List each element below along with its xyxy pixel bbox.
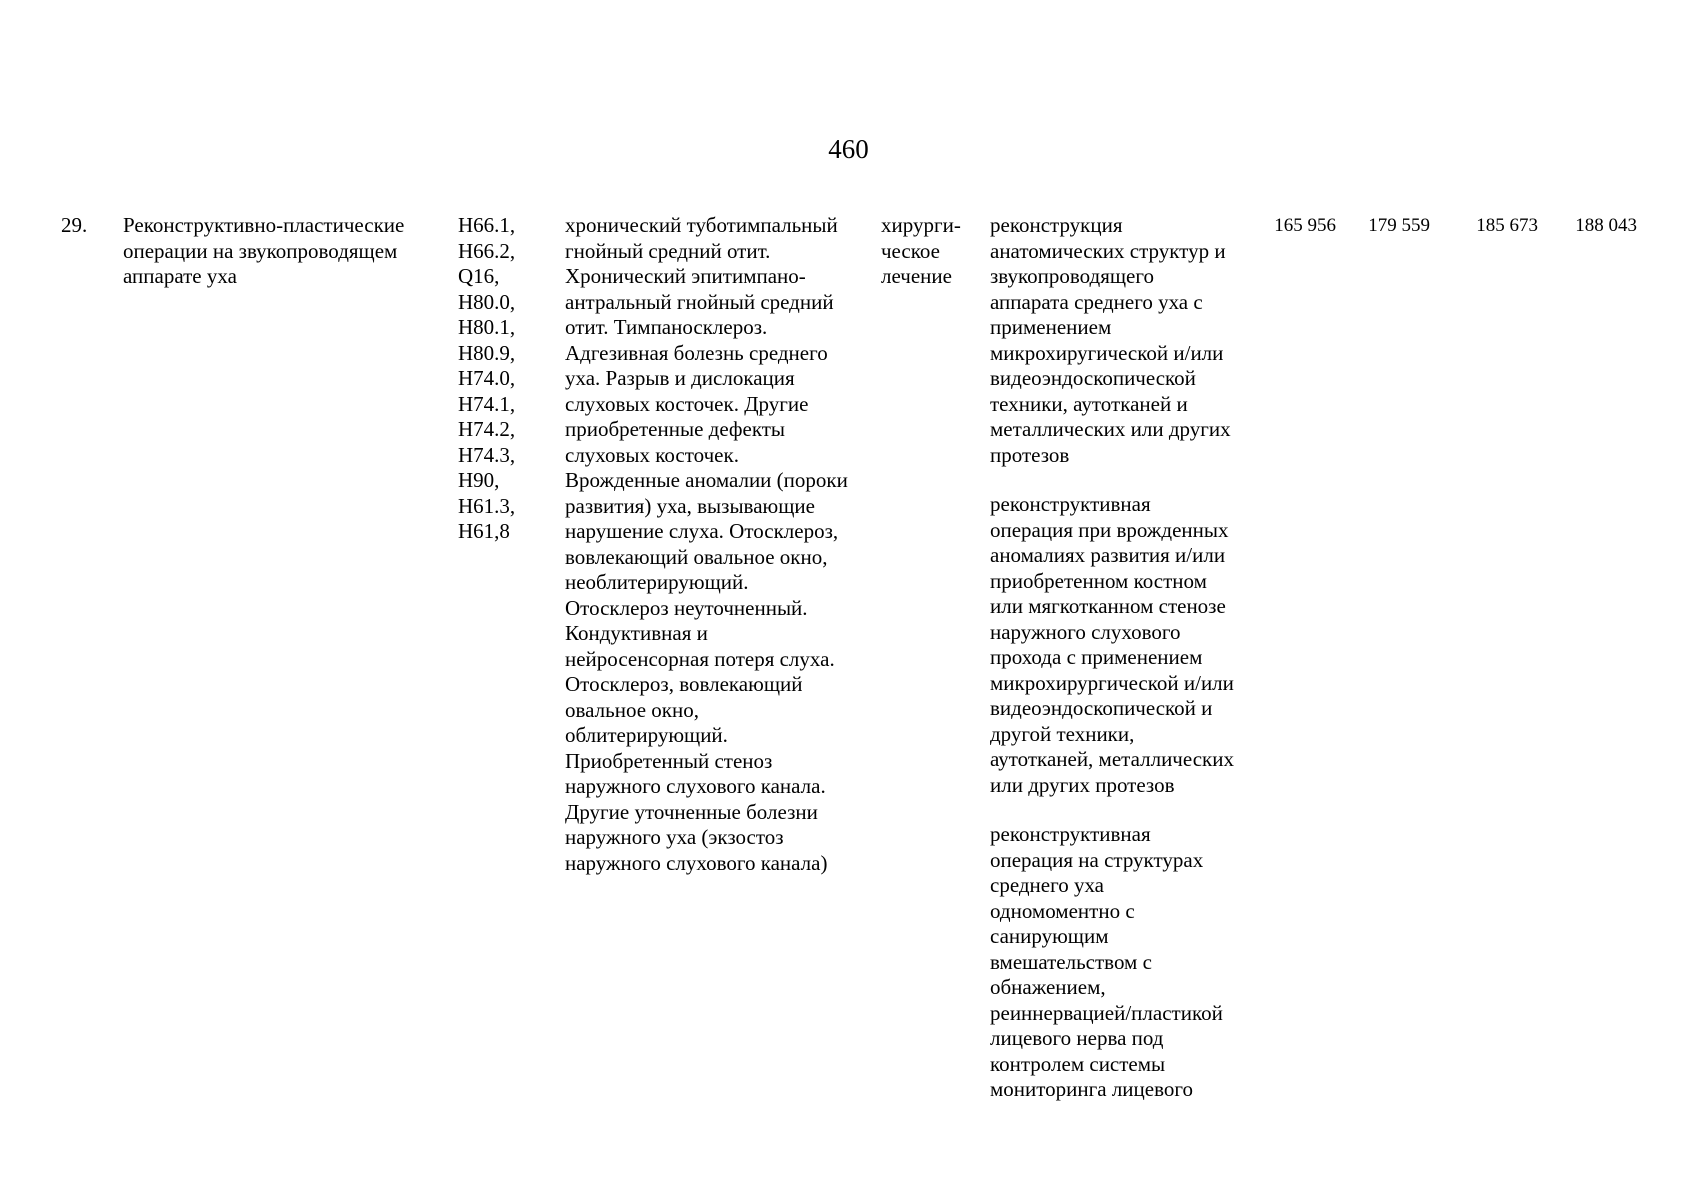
method-line: реконструкция xyxy=(990,213,1123,237)
diagnosis-description xyxy=(565,213,885,876)
price-value: 165 956 xyxy=(1274,215,1336,236)
diagnosis-line: отит. Тимпаносклероз. xyxy=(565,315,768,339)
treatment-type-line: хирурги- xyxy=(881,213,961,237)
icd-code: H74.3, xyxy=(458,442,516,467)
diagnosis-line: гнойный средний отит. xyxy=(565,238,771,263)
treatment-type xyxy=(881,213,981,290)
method-line: аутотканей, металлических xyxy=(990,747,1234,771)
price-value: 185 673 xyxy=(1476,215,1538,236)
page-number: 460 xyxy=(828,134,869,164)
diagnosis-line: Адгезивная болезнь среднего xyxy=(565,340,828,365)
method-line: санирующим xyxy=(990,924,1109,948)
treatment-method xyxy=(990,822,1265,1103)
price-value: 179 559 xyxy=(1368,215,1430,236)
method-line: другой техники, xyxy=(990,721,1135,746)
method-line: операция на структурах xyxy=(990,847,1204,872)
diagnosis-line: Отосклероз, вовлекающий xyxy=(565,672,803,696)
method-line: видеоэндоскопической xyxy=(990,366,1196,390)
treatment-methods xyxy=(990,213,1265,1103)
diagnosis-line: слуховых косточек. Другие xyxy=(565,391,809,416)
icd-code: H74.0, xyxy=(458,366,516,390)
price-value: 188 043 xyxy=(1575,215,1637,236)
icd-code: H66.2, xyxy=(458,238,516,263)
diagnosis-line: наружного слухового канала. xyxy=(565,774,826,798)
treatment-method xyxy=(990,492,1265,798)
icd-code: H74.1, xyxy=(458,391,516,416)
method-line: приобретенном костном xyxy=(990,568,1207,593)
icd-codes xyxy=(458,213,548,545)
method-line: звукопроводящего xyxy=(990,264,1154,288)
treatment-type-line: ческое xyxy=(881,238,940,263)
method-line: видеоэндоскопической и xyxy=(990,696,1213,720)
diagnosis-line: Хронический эпитимпано- xyxy=(565,264,806,288)
diagnosis-line: слуховых косточек. xyxy=(565,442,739,467)
icd-code: H80.9, xyxy=(458,340,516,365)
method-line: техники, аутотканей и xyxy=(990,391,1188,416)
icd-code: H80.1, xyxy=(458,315,516,339)
method-line: одномоментно с xyxy=(990,898,1135,923)
diagnosis-line: развития) уха, вызывающие xyxy=(565,493,815,518)
method-line: микрохирургической и/или xyxy=(990,670,1234,695)
treatment-type-line: лечение xyxy=(881,264,952,288)
method-line: металлических или других xyxy=(990,417,1231,441)
method-line: применением xyxy=(990,315,1112,339)
icd-code: H61,8 xyxy=(458,519,510,543)
diagnosis-line: наружного слухового канала) xyxy=(565,850,828,875)
diagnosis-line: вовлекающий овальное окно, xyxy=(565,544,828,569)
procedure-name-line: аппарате уха xyxy=(123,264,237,288)
method-line: аппарата среднего уха с xyxy=(990,289,1203,314)
method-line: реконструктивная xyxy=(990,822,1151,846)
diagnosis-line: нарушение слуха. Отосклероз, xyxy=(565,519,839,543)
diagnosis-line: приобретенные дефекты xyxy=(565,417,786,441)
icd-code: H66.1, xyxy=(458,213,516,237)
procedure-name-line: операции на звукопроводящем xyxy=(123,238,398,263)
method-line: вмешательством с xyxy=(990,949,1152,974)
diagnosis-line: уха. Разрыв и дислокация xyxy=(565,366,795,390)
method-line: протезов xyxy=(990,442,1070,467)
icd-code: H80.0, xyxy=(458,289,516,314)
method-line: среднего уха xyxy=(990,873,1104,897)
method-line: реиннервацией/пластикой xyxy=(990,1000,1223,1025)
icd-code: Q16, xyxy=(458,264,500,288)
method-line: наружного слухового xyxy=(990,619,1181,644)
diagnosis-line: наружного уха (экзостоз xyxy=(565,825,784,849)
diagnosis-line: Приобретенный стеноз xyxy=(565,748,773,773)
diagnosis-line: овальное окно, xyxy=(565,697,699,722)
diagnosis-line: Врожденные аномалии (пороки xyxy=(565,468,848,492)
method-line: обнажением, xyxy=(990,975,1106,999)
method-line: или мягкотканном стенозе xyxy=(990,594,1226,618)
diagnosis-line: хронический туботимпальный xyxy=(565,213,838,237)
method-line: операция при врожденных xyxy=(990,517,1229,542)
icd-code: H90, xyxy=(458,468,500,492)
procedure-name xyxy=(123,213,443,290)
diagnosis-line: Кондуктивная и xyxy=(565,621,708,645)
icd-code: H61.3, xyxy=(458,493,516,518)
row-number: 29. xyxy=(61,213,88,237)
diagnosis-line: нейросенсорная потеря слуха. xyxy=(565,646,835,671)
diagnosis-line: облитерирующий. xyxy=(565,723,728,747)
procedure-name-line: Реконструктивно-пластические xyxy=(123,213,405,237)
method-line: мониторинга лицевого xyxy=(990,1077,1193,1101)
diagnosis-line: Другие уточненные болезни xyxy=(565,799,818,824)
treatment-method xyxy=(990,213,1265,468)
method-line: реконструктивная xyxy=(990,492,1151,516)
method-line: микрохиругической и/или xyxy=(990,340,1224,365)
icd-code: H74.2, xyxy=(458,417,516,441)
diagnosis-line: Отосклероз неуточненный. xyxy=(565,595,808,620)
method-line: прохода с применением xyxy=(990,645,1203,669)
method-line: анатомических структур и xyxy=(990,238,1226,263)
method-line: контролем системы xyxy=(990,1051,1166,1076)
method-line: лицевого нерва под xyxy=(990,1026,1164,1050)
diagnosis-line: необлитерирующий. xyxy=(565,570,749,594)
method-line: или других протезов xyxy=(990,772,1175,797)
diagnosis-line: антральный гнойный средний xyxy=(565,289,834,314)
method-line: аномалиях развития и/или xyxy=(990,543,1226,567)
